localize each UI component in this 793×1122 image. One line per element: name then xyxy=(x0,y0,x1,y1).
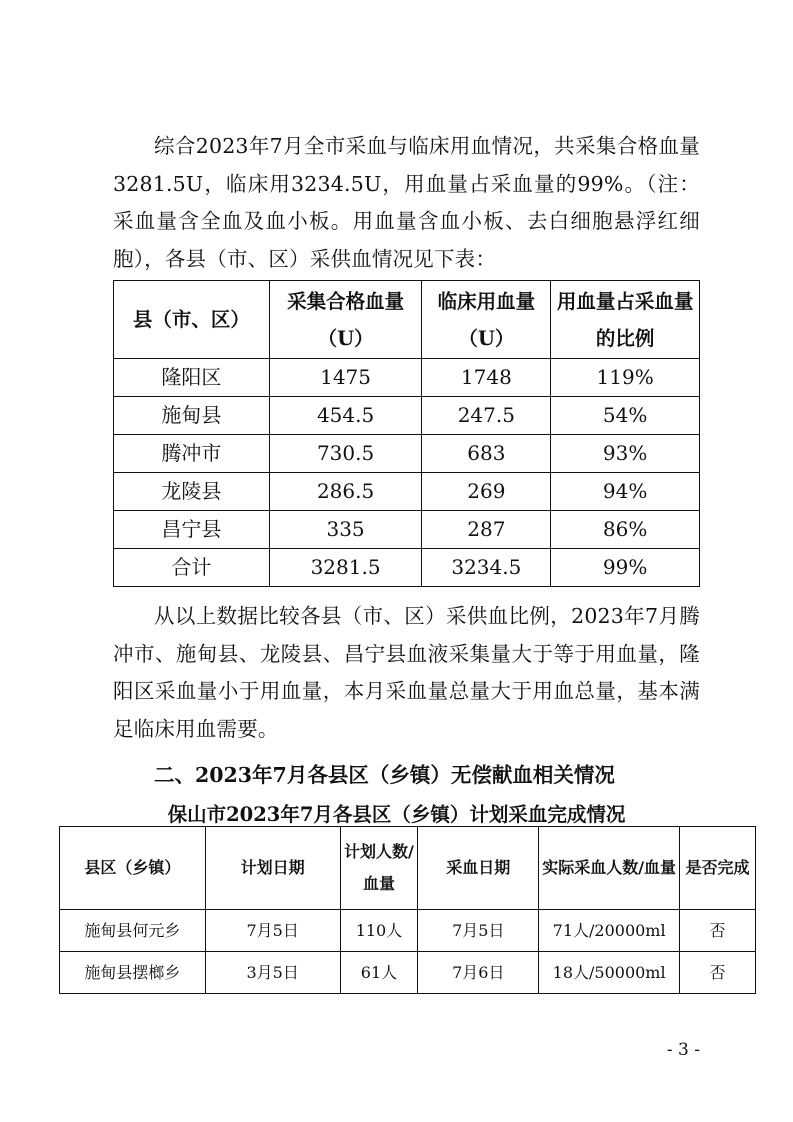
table-row xyxy=(114,359,700,397)
column-header-collection-date: 采血日期 xyxy=(418,827,539,910)
table-row xyxy=(60,952,756,994)
column-header-plan-date: 计划日期 xyxy=(205,827,340,910)
table-cell: 1475 xyxy=(269,359,422,397)
intro-paragraph: 综合2023年7月全市采血与临床用血情况，共采集合格血量3281.5U，临床用3234.5U，用血量占采血量的99%。（注：采血量含全血及血小板。用血量含血小板、去白细胞悬浮红细胞），各县（市、区）采供血情况见下表： xyxy=(113,134,700,271)
table-cell: 合计 xyxy=(114,549,270,587)
column-header-township: 县区（乡镇） xyxy=(60,827,206,910)
table-cell: 61人 xyxy=(340,952,418,994)
table-cell: 335 xyxy=(269,511,422,549)
table-cell: 否 xyxy=(680,910,756,952)
table-cell: 昌宁县 xyxy=(114,511,270,549)
table-cell: 3234.5 xyxy=(422,549,551,587)
column-header-county: 县（市、区） xyxy=(114,281,270,359)
section-heading: 二、2023年7月各县区（乡镇）无偿献血相关情况 xyxy=(154,763,615,787)
collection-plan-table xyxy=(59,826,756,994)
table-cell: 7月5日 xyxy=(205,910,340,952)
table-cell: 7月6日 xyxy=(418,952,539,994)
table-row xyxy=(114,511,700,549)
table-row xyxy=(114,397,700,435)
column-header-ratio: 用血量占采血量的比例 xyxy=(551,281,700,359)
table-cell: 683 xyxy=(422,435,551,473)
table-cell: 86% xyxy=(551,511,700,549)
table-title: 保山市2023年7月各县区（乡镇）计划采血完成情况 xyxy=(167,803,626,826)
table-cell: 施甸县 xyxy=(114,397,270,435)
table-cell: 119% xyxy=(551,359,700,397)
table-cell: 454.5 xyxy=(269,397,422,435)
table-cell: 施甸县摆榔乡 xyxy=(60,952,206,994)
table-row xyxy=(114,435,700,473)
table-cell: 287 xyxy=(422,511,551,549)
table-cell: 腾冲市 xyxy=(114,435,270,473)
page-number: - 3 - xyxy=(666,1040,700,1060)
table-cell: 99% xyxy=(551,549,700,587)
analysis-paragraph: 从以上数据比较各县（市、区）采供血比例，2023年7月腾冲市、施甸县、龙陵县、昌宁县血液采集量大于等于用血量，隆阳区采血量小于用血量，本月采血量总量大于用血总量，基本满足临床用血需要。 xyxy=(113,604,700,741)
table-header-row xyxy=(60,827,756,910)
table-total-row xyxy=(114,549,700,587)
table-cell: 3月5日 xyxy=(205,952,340,994)
table-cell: 54% xyxy=(551,397,700,435)
table-cell: 施甸县何元乡 xyxy=(60,910,206,952)
table-cell: 269 xyxy=(422,473,551,511)
table-cell: 71人/20000ml xyxy=(539,910,680,952)
table-cell: 18人/50000ml xyxy=(539,952,680,994)
table-row xyxy=(60,910,756,952)
table-cell: 730.5 xyxy=(269,435,422,473)
table-cell: 247.5 xyxy=(422,397,551,435)
table-cell: 93% xyxy=(551,435,700,473)
table-cell: 286.5 xyxy=(269,473,422,511)
table-cell: 7月5日 xyxy=(418,910,539,952)
table-cell: 隆阳区 xyxy=(114,359,270,397)
table-cell: 94% xyxy=(551,473,700,511)
column-header-actual-volume: 实际采血人数/血量 xyxy=(539,827,680,910)
table-cell: 1748 xyxy=(422,359,551,397)
column-header-plan-volume: 计划人数/血量 xyxy=(340,827,418,910)
table-row xyxy=(114,473,700,511)
table-header-row xyxy=(114,281,700,359)
table-cell: 否 xyxy=(680,952,756,994)
table-cell: 3281.5 xyxy=(269,549,422,587)
table-cell: 110人 xyxy=(340,910,418,952)
blood-supply-table xyxy=(113,280,700,587)
column-header-completed: 是否完成 xyxy=(680,827,756,910)
table-cell: 龙陵县 xyxy=(114,473,270,511)
column-header-used: 临床用血量（U） xyxy=(422,281,551,359)
column-header-collected: 采集合格血量（U） xyxy=(269,281,422,359)
